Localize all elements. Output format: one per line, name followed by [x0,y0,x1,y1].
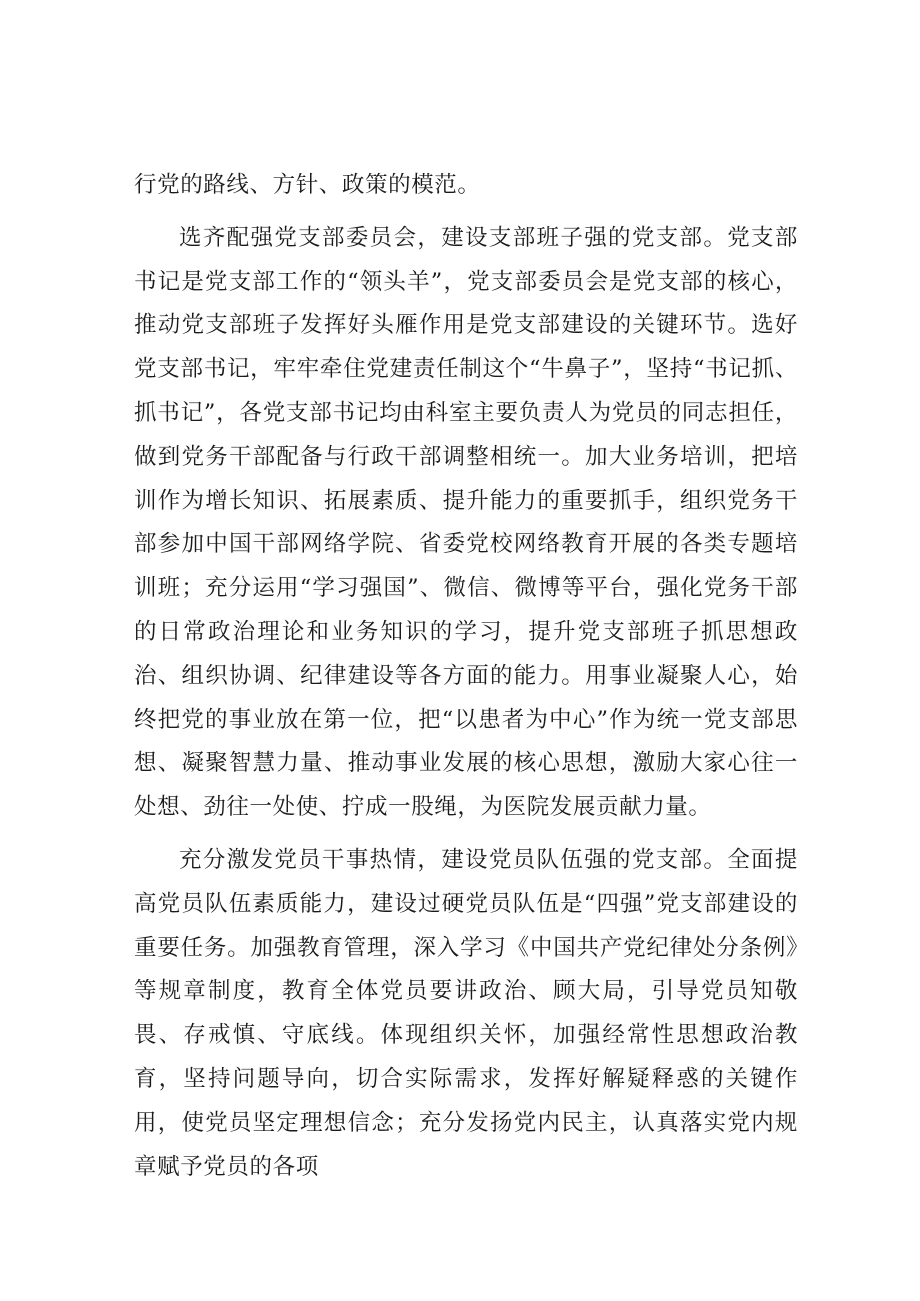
paragraph-party-members: 充分激发党员干事热情，建设党员队伍强的党支部。全面提高党员队伍素质能力，建设过硬党员队伍是“四强”党支部建设的重要任务。加强教育管理，深入学习《中国共产党纪律处分条例》等规章制度，教育全体党员要讲政治、顾大局，引导党员知敬畏、存戒慎、守底线。体现组织关怀，加强经常性思想政治教育，坚持问题导向，切合实际需求，发挥好解疑释惑的关键作用，使党员坚定理想信念；充分发扬党内民主，认真落实党内规章赋予党员的各项 [134,846,798,1180]
paragraph-continuation: 行党的路线、方针、政策的模范。 [134,172,481,198]
paragraph-branch-committee: 选齐配强党支部委员会，建设支部班子强的党支部。党支部书记是党支部工作的“领头羊”，党支部委员会是党支部的核心，推动党支部班子发挥好头雁作用是党支部建设的关键环节。选好党支部书记，牢牢牵住党建责任制这个“牛鼻子”，坚持“书记抓、抓书记”，各党支部书记均由科室主要负责人为党员的同志担任，做到党务干部配备与行政干部调整相统一。加大业务培训，把培训作为增长知识、拓展素质、提升能力的重要抓手，组织党务干部参加中国干部网络学院、省委党校网络教育开展的各类专题培训班；充分运用“学习强国”、微信、微博等平台，强化党务干部的日常政治理论和业务知识的学习，提升党支部班子抓思想政治、组织协调、纪律建设等各方面的能力。用事业凝聚人心，始终把党的事业放在第一位，把“以患者为中心”作为统一党支部思想、凝聚智慧力量、推动事业发展的核心思想，激励大家心往一处想、劲往一处使、拧成一股绳，为医院发展贡献力量。 [134,224,798,821]
document-body [134,164,798,1189]
